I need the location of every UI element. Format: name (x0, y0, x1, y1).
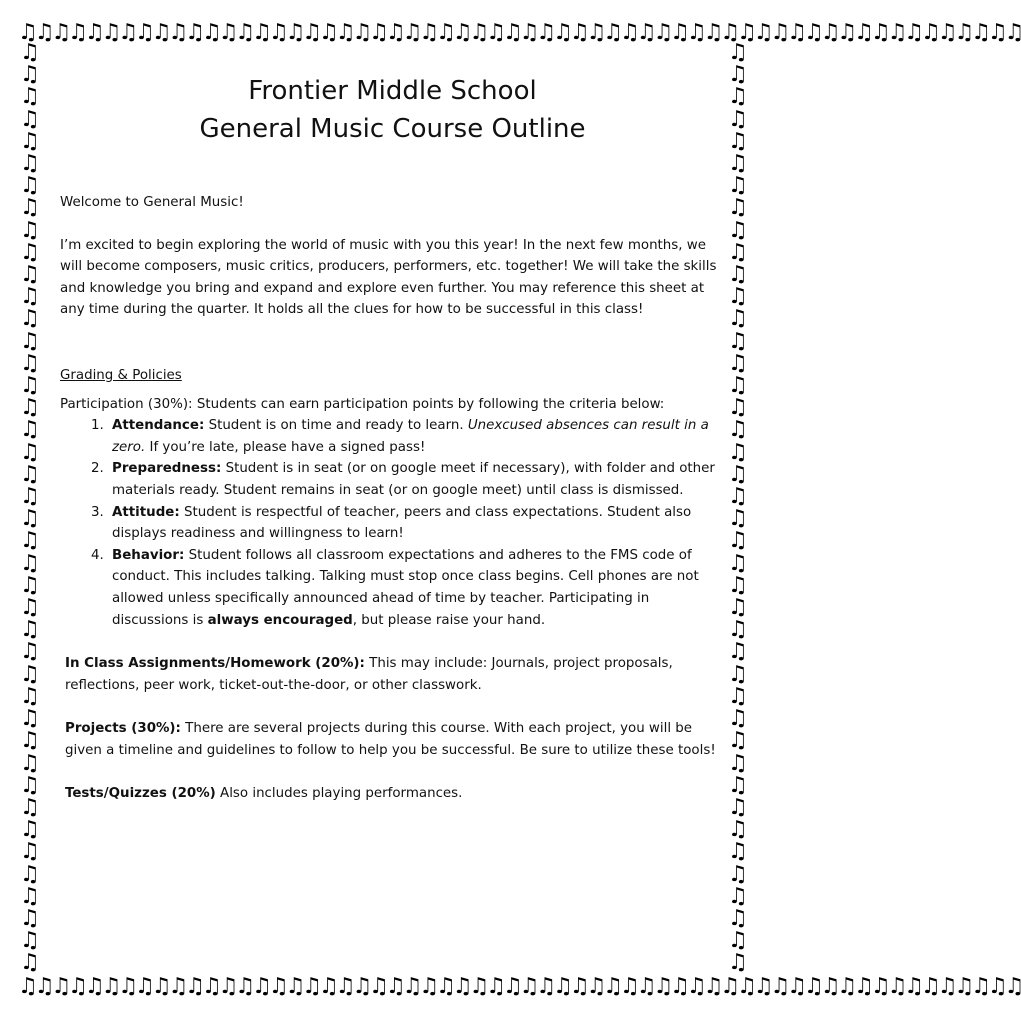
tests-label: Tests/Quizzes (20%) (65, 786, 216, 802)
assignments-section (60, 653, 725, 696)
music-note-border-right: ♫♫♫♫♫♫♫♫♫♫♫♫♫♫♫♫♫♫♫♫♫♫♫♫♫♫♫♫♫♫♫♫♫♫♫♫♫♫♫♫♫♫ (728, 40, 748, 976)
preparedness-text: Student is in seat (or on google meet if necessary), with folder and other materials ready. Student remains in seat (or on google meet) until class is dismissed. (112, 461, 715, 498)
music-note-border-bottom: ♫♫♫♫♫♫♫♫♫♫♫♫♫♫♫♫♫♫♫♫♫♫♫♫♫♫♫♫♫♫♫♫♫♫♫♫♫♫♫♫♫♫♫♫♫♫♫♫♫♫♫♫♫♫♫♫♫♫♫♫ (18, 974, 1021, 999)
projects-label: Projects (30%): (65, 721, 181, 737)
participation-label: Participation (30%): (60, 396, 193, 412)
welcome-text: Welcome to General Music! (60, 195, 244, 210)
assignments-text: This may include: Journals, project proposals, reflections, peer work, ticket-out-the-door, or other classwork. (65, 656, 673, 693)
intro-paragraph: I’m excited to begin exploring the world of music with you this year! In the next few months, we will become composers, music critics, producers, performers, etc. together! We will take the skills and knowledge you bring and expand and explore even further. You may reference this sheet at any time during the quarter. It holds all the clues for how to be successful in this class! (60, 237, 717, 318)
criteria-item-behavior (108, 545, 725, 631)
attitude-text: Student is respectful of teacher, peers and class expectations. Student also displays readiness and willingness to learn! (112, 504, 692, 542)
course-title: General Music Course Outline (199, 114, 586, 144)
behavior-emphasis: always encouraged (207, 612, 353, 628)
behavior-tail: , but please raise your hand. (352, 612, 546, 628)
attendance-warning: Unexcused absences can result in a zero. (112, 418, 709, 455)
assignments-label: In Class Assignments/Homework (20%): (65, 656, 365, 672)
behavior-text: Student follows all classroom expectations and adheres to the FMS code of conduct. This includes talking. Talking must stop once class begins. Cell phones are not allowed unless specifically announced ahead of time by teacher. Participating in discussions is (112, 547, 699, 628)
music-note-border-top: ♫♫♫♫♫♫♫♫♫♫♫♫♫♫♫♫♫♫♫♫♫♫♫♫♫♫♫♫♫♫♫♫♫♫♫♫♫♫♫♫♫♫♫♫♫♫♫♫♫♫♫♫♫♫♫♫♫♫♫♫ (18, 20, 1021, 45)
school-title: Frontier Middle School (248, 76, 537, 106)
participation-section (60, 394, 725, 416)
projects-section (60, 718, 725, 761)
tests-text: Also includes playing performances. (215, 786, 463, 802)
criteria-item-attendance (108, 415, 725, 458)
course-outline-page (60, 60, 725, 805)
participation-criteria-list (60, 415, 725, 631)
preparedness-label: Preparedness: (112, 461, 222, 477)
attendance-tail: If you’re late, please have a signed pass! (145, 439, 426, 455)
behavior-label: Behavior: (112, 547, 185, 563)
projects-text: There are several projects during this course. With each project, you will be given a timeline and guidelines to follow to help you be successful. Be sure to utilize these tools! (65, 721, 716, 758)
tests-section (60, 783, 725, 805)
attendance-text: Student is on time and ready to learn. (204, 418, 468, 434)
criteria-item-attitude (108, 502, 725, 545)
grading-heading: Grading & Policies (60, 367, 182, 383)
participation-text: Students can earn participation points by following the criteria below: (192, 396, 665, 412)
attitude-label: Attitude: (112, 504, 180, 520)
music-note-border-left: ♫♫♫♫♫♫♫♫♫♫♫♫♫♫♫♫♫♫♫♫♫♫♫♫♫♫♫♫♫♫♫♫♫♫♫♫♫♫♫♫♫♫ (20, 40, 40, 976)
attendance-label: Attendance: (112, 418, 205, 434)
criteria-item-preparedness (108, 458, 725, 501)
